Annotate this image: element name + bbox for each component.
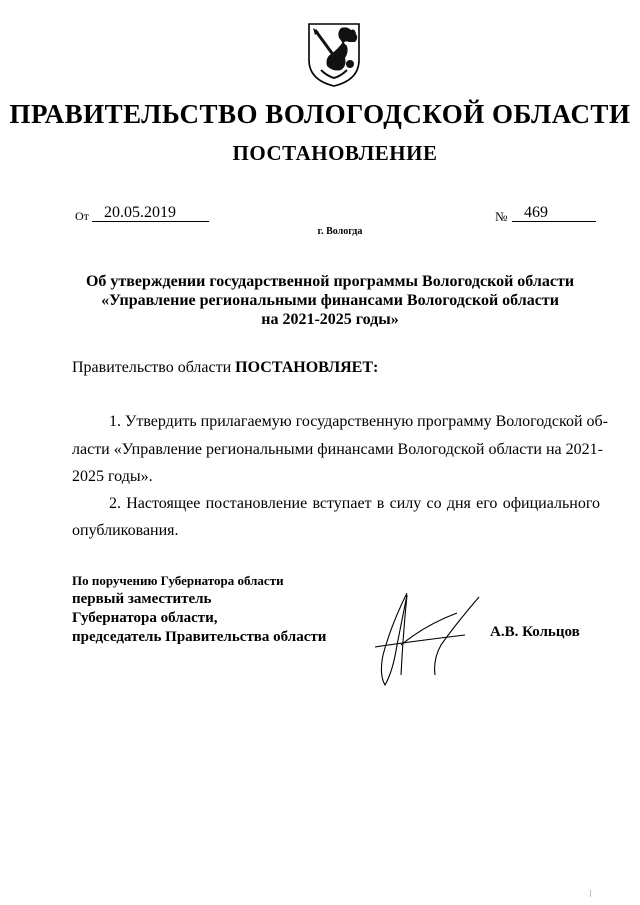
signer-line: первый заместитель (72, 591, 212, 607)
signatory-name: А.В. Кольцов (490, 624, 580, 640)
number-prefix: № (495, 209, 508, 224)
resolves-line (72, 359, 378, 377)
item-2-line-1: 2. Настоящее постановление вступает в силу со дня его официального (109, 495, 600, 512)
government-title: ПРАВИТЕЛЬСТВО ВОЛОГОДСКОЙ ОБЛАСТИ (9, 99, 631, 129)
subject-line: Об утверждении государственной программы Вологодской области (85, 273, 575, 290)
item-1-line-2: ласти «Управление региональными финансами Вологодской области на 2021- (72, 441, 603, 458)
item-1-line-1: 1. Утвердить прилагаемую государственную программу Вологодской об- (109, 413, 608, 430)
decree-subject (60, 272, 600, 329)
date-prefix: От (75, 209, 89, 223)
vologda-coat-of-arms-icon (303, 20, 365, 88)
resolves-word: ПОСТАНОВЛЯЕТ: (235, 359, 379, 376)
subject-line: на 2021-2025 годы» (261, 311, 399, 328)
page-mark (590, 890, 591, 897)
city: г. Вологда (317, 226, 363, 237)
decree-number: 469 (524, 204, 548, 221)
document-type: ПОСТАНОВЛЕНИЕ (232, 141, 438, 165)
signer-position (72, 571, 326, 647)
resolves-prefix: Правительство области (72, 359, 236, 376)
handwritten-signature (345, 585, 495, 695)
item-2-line-2: опубликования. (72, 522, 179, 539)
signer-line: председатель Правительства области (72, 629, 327, 645)
signer-line: Губернатора области, (72, 610, 218, 626)
item-1-line-3: 2025 годы». (72, 468, 153, 485)
signer-line: По поручению Губернатора области (72, 573, 284, 588)
subject-line: «Управление региональными финансами Вологодской области (101, 292, 559, 309)
decree-date: 20.05.2019 (104, 204, 176, 221)
